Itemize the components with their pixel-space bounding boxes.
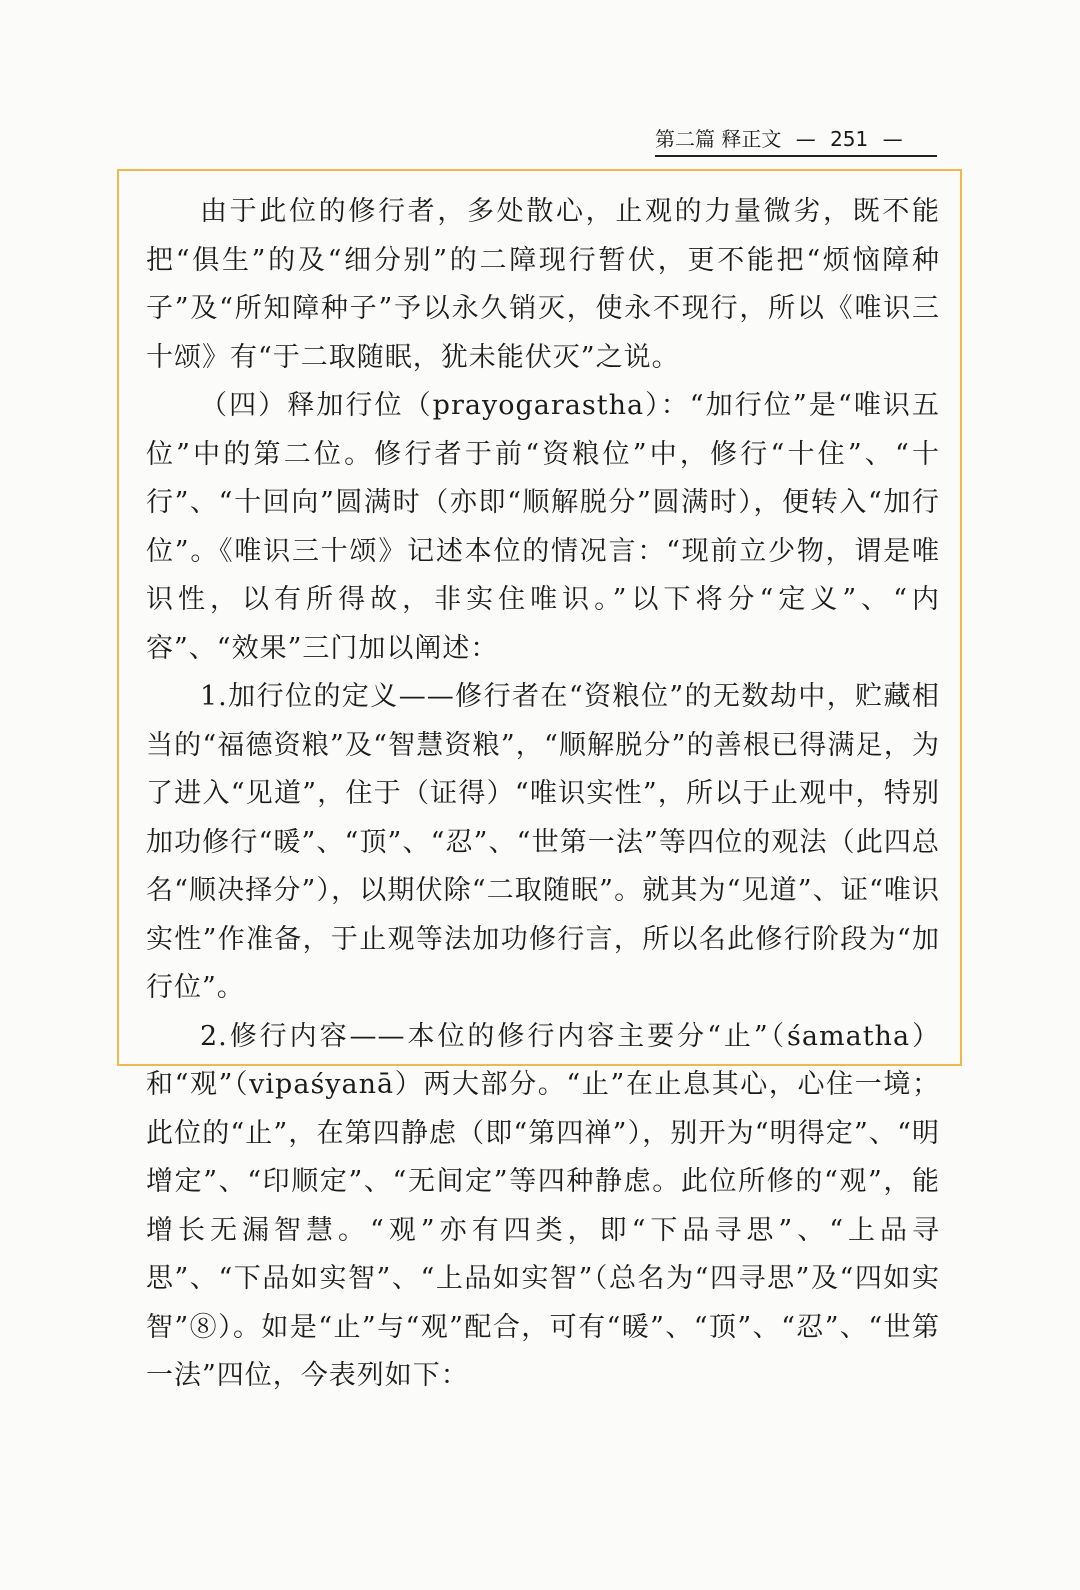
paragraph-1: 由于此位的修行者，多处散心，止观的力量微劣，既不能把“俱生”的及“细分别”的二障现行暂伏，更不能把“烦恼障种子”及“所知障种子”予以永久销灭，使永不现行，所以《唯识三十颂》有“于二取随眠，犹未能伏灭”之说。 [146, 196, 940, 373]
page-number: 251 [830, 127, 869, 151]
header-dash-right: — [882, 127, 903, 151]
header-part: 第二篇 [655, 127, 715, 151]
header-chapter: 释正文 [721, 127, 782, 151]
header-rule [655, 155, 937, 157]
paragraph-3: 1.加行位的定义——修行者在“资粮位”的无数劫中，贮藏相当的“福德资粮”及“智慧资粮”，“顺解脱分”的善根已得满足，为了进入“见道”，住于（证得）“唯识实性”，所以于止观中，特别加功修行“暖”、“顶”、“忍”、“世第一法”等四位的观法（此四总名“顺决择分”），以期伏除“二取随眠”。就其为“见道”、证“唯识实性”作准备，于止观等法加功修行言，所以名此修行阶段为“加行位”。 [146, 681, 940, 1003]
running-header [655, 124, 937, 154]
paragraph-4: 2.修行内容——本位的修行内容主要分“止”（śamatha）和“观”（vipaśyanā）两大部分。“止”在止息其心，心住一境；此位的“止”，在第四静虑（即“第四禅”），别开为“明得定”、“明增定”、“印顺定”、“无间定”等四种静虑。此位所修的“观”，能增长无漏智慧。“观”亦有四类，即“下品寻思”、“上品寻思”、“下品如实智”、“上品如实智”（总名为“四寻思”及“四如实智”⑧）。如是“止”与“观”配合，可有“暖”、“顶”、“忍”、“世第一法”四位，今表列如下： [146, 1020, 940, 1391]
header-dash-left: — [795, 127, 816, 151]
body-text [146, 188, 940, 1401]
paragraph-2: （四）释加行位（prayogarastha）：“加行位”是“唯识五位”中的第二位。修行者于前“资粮位”中，修行“十住”、“十行”、“十回向”圆满时（亦即“顺解脱分”圆满时），便转入“加行位”。《唯识三十颂》记述本位的情况言：“现前立少物，谓是唯识性，以有所得故，非实住唯识。”以下将分“定义”、“内容”、“效果”三门加以阐述： [146, 390, 940, 664]
